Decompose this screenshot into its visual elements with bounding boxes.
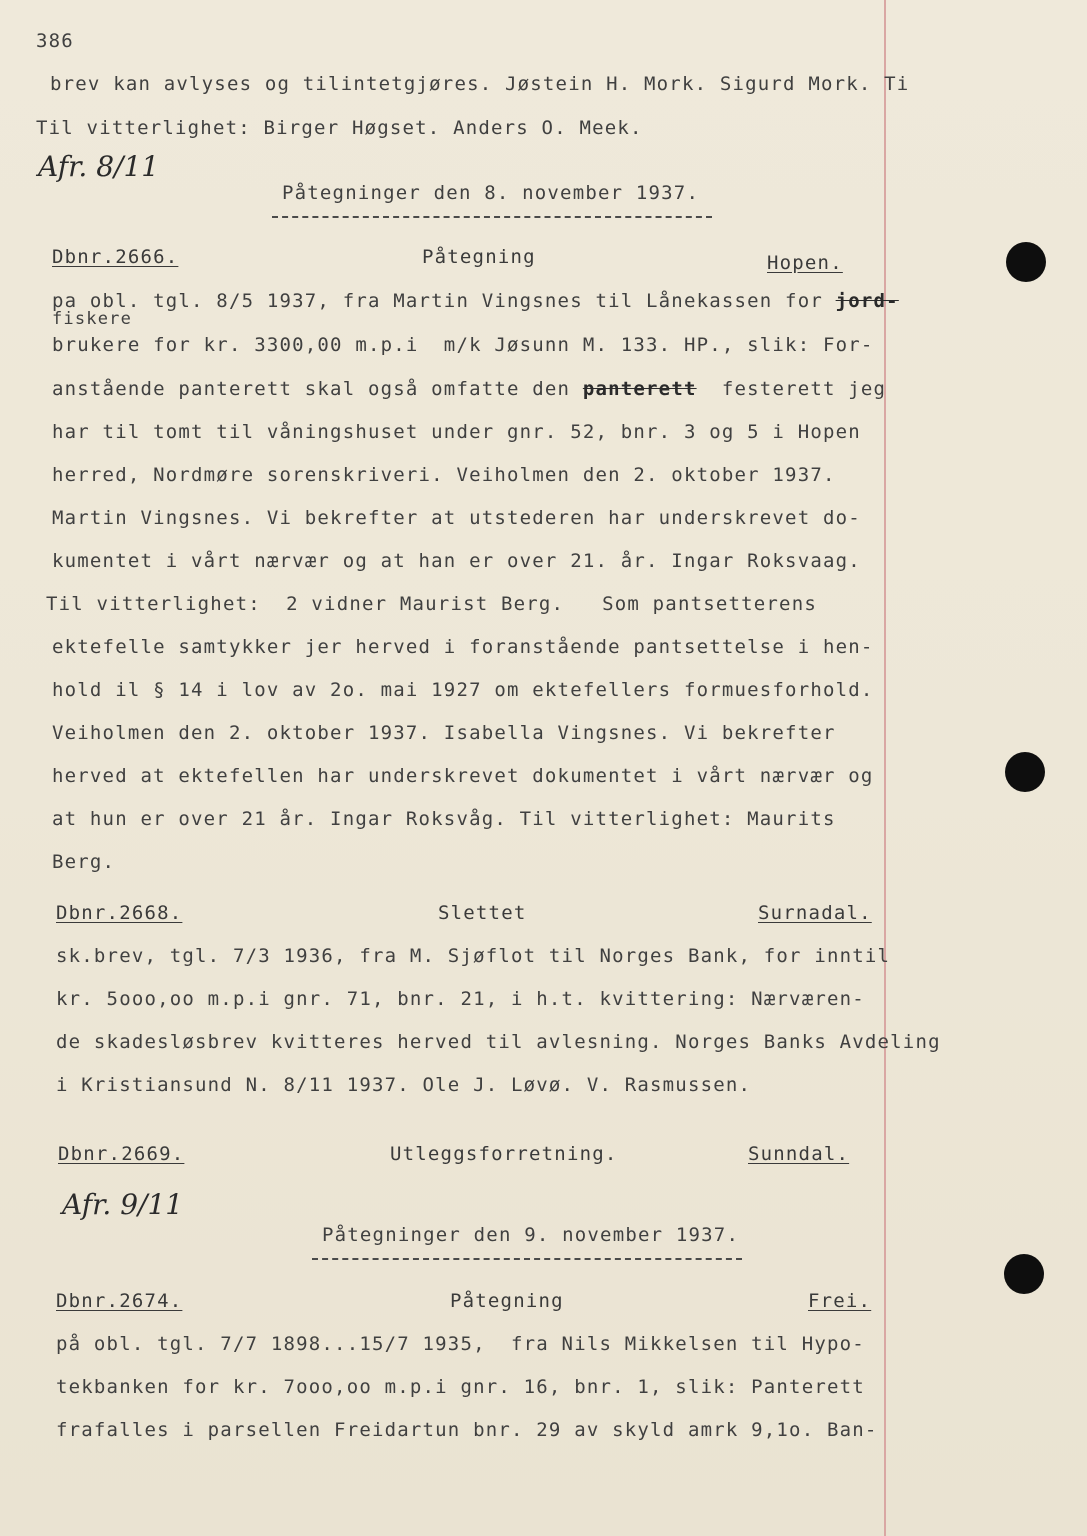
entry-type: Påtegning <box>422 246 536 268</box>
entry-line: Berg. <box>52 851 116 873</box>
entry-line: hold il § 14 i lov av 2o. mai 1927 om ektefellers formuesforhold. <box>52 679 874 701</box>
intro-line: brev kan avlyses og tilintetgjøres. Jøstein H. Mork. Sigurd Mork. Ti <box>50 73 910 95</box>
entry-line: brukere for kr. 3300,00 m.p.i m/k Jøsunn M. 133. HP., slik: For- <box>52 334 874 356</box>
binder-hole <box>1004 1254 1044 1294</box>
handwritten-mark: Afr. 9/11 <box>62 1188 184 1221</box>
margin-rule <box>884 0 886 1536</box>
entry-line: kumentet i vårt nærvær og at han er over 21. år. Ingar Roksvaag. <box>52 550 861 572</box>
entry-line: på obl. tgl. 7/7 1898...15/7 1935, fra Nils Mikkelsen til Hypo- <box>56 1333 865 1355</box>
struck-text: jord- <box>835 290 899 312</box>
entry-line: anstående panterett skal også omfatte den panterett festerett jeg <box>52 378 887 400</box>
entry-line: Til vitterlighet: 2 vidner Maurist Berg. Som pantsetterens <box>46 593 817 615</box>
entry-type: Påtegning <box>450 1290 564 1312</box>
entry-type: Slettet <box>438 902 527 924</box>
entry-line: Martin Vingsnes. Vi bekrefter at utstederen har underskrevet do- <box>52 507 861 529</box>
section-title: Påtegninger den 9. november 1937. <box>322 1224 740 1246</box>
entry-line: har til tomt til våningshuset under gnr. 52, bnr. 3 og 5 i Hopen <box>52 421 861 443</box>
page-number: 386 <box>36 30 74 52</box>
entry-line: herred, Nordmøre sorenskriveri. Veiholmen den 2. oktober 1937. <box>52 464 836 486</box>
entry-line: i Kristiansund N. 8/11 1937. Ole J. Løvø. V. Rasmussen. <box>56 1074 752 1096</box>
struck-text: panterett <box>582 378 697 400</box>
entry-line: Veiholmen den 2. oktober 1937. Isabella Vingsnes. Vi bekrefter <box>52 722 836 744</box>
binder-hole <box>1005 752 1045 792</box>
entry-line: pa obl. tgl. 8/5 1937, fra Martin Vingsnes til Lånekassen for jord- <box>52 290 899 312</box>
entry-dbnr: Dbnr.2669. <box>58 1143 185 1165</box>
entry-line: sk.brev, tgl. 7/3 1936, fra M. Sjøflot til Norges Bank, for inntil <box>56 945 891 967</box>
handwritten-mark: Afr. 8/11 <box>38 150 160 183</box>
entry-line: at hun er over 21 år. Ingar Roksvåg. Til vitterlighet: Maurits <box>52 808 836 830</box>
entry-dbnr: Dbnr.2668. <box>56 902 183 924</box>
entry-line: kr. 5ooo,oo m.p.i gnr. 71, bnr. 21, i h.t. kvittering: Nærværen- <box>56 988 865 1010</box>
entry-place: Hopen. <box>767 252 843 274</box>
entry-type: Utleggsforretning. <box>390 1143 618 1165</box>
entry-dbnr: Dbnr.2674. <box>56 1290 183 1312</box>
entry-line: herved at ektefellen har underskrevet dokumentet i vårt nærvær og <box>52 765 874 787</box>
entry-line: tekbanken for kr. 7ooo,oo m.p.i gnr. 16, bnr. 1, slik: Panterett <box>56 1376 865 1398</box>
intro-line: Til vitterlighet: Birger Høgset. Anders O. Meek. <box>36 117 643 139</box>
entry-place: Surnadal. <box>758 902 872 924</box>
section-title: Påtegninger den 8. november 1937. <box>282 182 700 204</box>
entry-line: frafalles i parsellen Freidartun bnr. 29 av skyld amrk 9,1o. Ban- <box>56 1419 878 1441</box>
inserted-word: fiskere <box>52 309 133 329</box>
entry-dbnr: Dbnr.2666. <box>52 246 179 268</box>
entry-line: ektefelle samtykker jer herved i foranstående pantsettelse i hen- <box>52 636 874 658</box>
section-divider <box>312 1258 742 1260</box>
entry-place: Sunndal. <box>748 1143 850 1165</box>
section-divider <box>272 216 712 218</box>
binder-hole <box>1006 242 1046 282</box>
entry-place: Frei. <box>808 1290 872 1312</box>
entry-line: de skadesløsbrev kvitteres herved til avlesning. Norges Banks Avdeling <box>56 1031 941 1053</box>
